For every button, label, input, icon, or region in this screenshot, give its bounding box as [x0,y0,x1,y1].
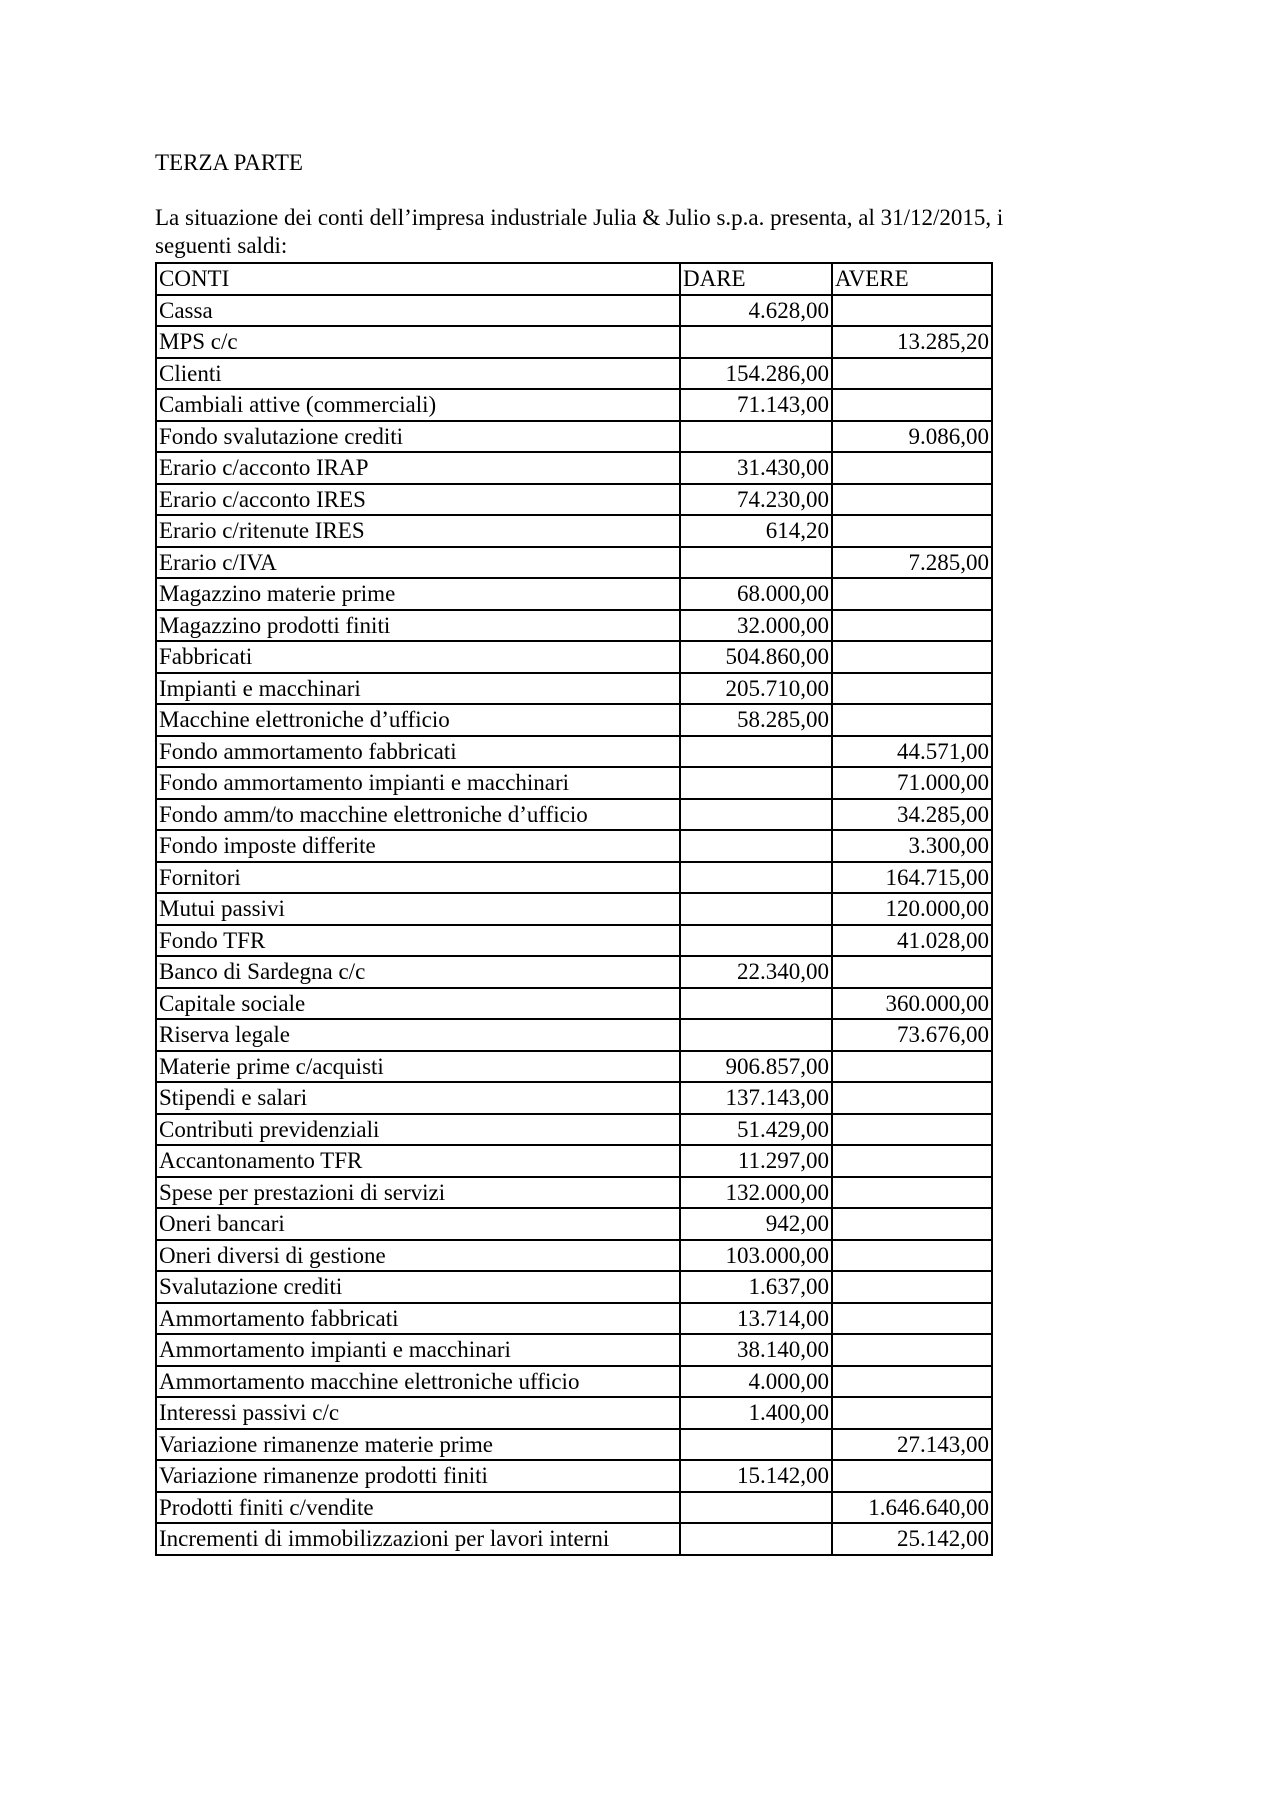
account-name-cell: Magazzino materie prime [156,578,680,610]
account-name-cell: Fondo ammortamento impianti e macchinari [156,767,680,799]
dare-amount-cell: 71.143,00 [680,389,832,421]
intro-line-1: La situazione dei conti dell’impresa industriale Julia & Julio s.p.a. presenta, al 31/12/2015, i [155,205,1004,230]
table-row [156,767,992,799]
account-name-cell: Fondo ammortamento fabbricati [156,736,680,768]
table-row [156,641,992,673]
account-name-cell: Cambiali attive (commerciali) [156,389,680,421]
account-name-cell: MPS c/c [156,326,680,358]
avere-amount-cell: 9.086,00 [832,421,992,453]
table-row [156,389,992,421]
avere-amount-cell [832,610,992,642]
avere-amount-cell: 34.285,00 [832,799,992,831]
dare-amount-cell [680,893,832,925]
dare-amount-cell: 4.628,00 [680,295,832,327]
table-body [156,295,992,1555]
dare-amount-cell: 13.714,00 [680,1303,832,1335]
dare-amount-cell [680,1019,832,1051]
table-row [156,1460,992,1492]
dare-amount-cell [680,421,832,453]
avere-amount-cell: 44.571,00 [832,736,992,768]
account-name-cell: Cassa [156,295,680,327]
table-row [156,1366,992,1398]
dare-amount-cell: 51.429,00 [680,1114,832,1146]
dare-amount-cell [680,925,832,957]
table-row [156,1177,992,1209]
table-row [156,358,992,390]
account-name-cell: Variazione rimanenze materie prime [156,1429,680,1461]
document-page [155,148,1135,1556]
avere-amount-cell: 164.715,00 [832,862,992,894]
dare-amount-cell [680,1523,832,1555]
dare-amount-cell [680,862,832,894]
avere-amount-cell [832,484,992,516]
dare-amount-cell: 22.340,00 [680,956,832,988]
dare-amount-cell: 1.400,00 [680,1397,832,1429]
column-header-dare: DARE [680,263,832,295]
table-row [156,547,992,579]
table-row [156,1019,992,1051]
account-name-cell: Fornitori [156,862,680,894]
avere-amount-cell: 71.000,00 [832,767,992,799]
account-name-cell: Erario c/IVA [156,547,680,579]
column-header-avere: AVERE [832,263,992,295]
account-name-cell: Ammortamento impianti e macchinari [156,1334,680,1366]
dare-amount-cell: 74.230,00 [680,484,832,516]
table-row [156,1208,992,1240]
dare-amount-cell [680,1492,832,1524]
avere-amount-cell [832,1051,992,1083]
account-name-cell: Spese per prestazioni di servizi [156,1177,680,1209]
avere-amount-cell [832,1334,992,1366]
account-name-cell: Incrementi di immobilizzazioni per lavori interni [156,1523,680,1555]
avere-amount-cell [832,1145,992,1177]
account-name-cell: Svalutazione crediti [156,1271,680,1303]
dare-amount-cell [680,830,832,862]
table-row [156,673,992,705]
avere-amount-cell [832,389,992,421]
account-name-cell: Fabbricati [156,641,680,673]
account-name-cell: Erario c/acconto IRES [156,484,680,516]
avere-amount-cell: 7.285,00 [832,547,992,579]
account-name-cell: Clienti [156,358,680,390]
dare-amount-cell: 614,20 [680,515,832,547]
account-name-cell: Stipendi e salari [156,1082,680,1114]
table-row [156,421,992,453]
table-row [156,956,992,988]
dare-amount-cell: 942,00 [680,1208,832,1240]
avere-amount-cell [832,956,992,988]
account-name-cell: Fondo amm/to macchine elettroniche d’ufficio [156,799,680,831]
avere-amount-cell: 360.000,00 [832,988,992,1020]
table-row [156,893,992,925]
dare-amount-cell [680,326,832,358]
account-name-cell: Fondo TFR [156,925,680,957]
table-row [156,799,992,831]
table-row [156,925,992,957]
dare-amount-cell: 103.000,00 [680,1240,832,1272]
table-row [156,862,992,894]
account-name-cell: Prodotti finiti c/vendite [156,1492,680,1524]
avere-amount-cell [832,452,992,484]
avere-amount-cell [832,1114,992,1146]
dare-amount-cell [680,767,832,799]
column-header-conti: CONTI [156,263,680,295]
table-row [156,1145,992,1177]
table-row [156,1271,992,1303]
account-name-cell: Fondo svalutazione crediti [156,421,680,453]
table-row [156,1240,992,1272]
avere-amount-cell: 25.142,00 [832,1523,992,1555]
dare-amount-cell: 11.297,00 [680,1145,832,1177]
dare-amount-cell: 154.286,00 [680,358,832,390]
table-row [156,830,992,862]
avere-amount-cell [832,358,992,390]
avere-amount-cell: 1.646.640,00 [832,1492,992,1524]
avere-amount-cell [832,1460,992,1492]
account-name-cell: Materie prime c/acquisti [156,1051,680,1083]
avere-amount-cell: 27.143,00 [832,1429,992,1461]
table-row [156,988,992,1020]
dare-amount-cell: 68.000,00 [680,578,832,610]
table-header-row [156,263,992,295]
avere-amount-cell [832,704,992,736]
avere-amount-cell [832,673,992,705]
avere-amount-cell: 41.028,00 [832,925,992,957]
avere-amount-cell [832,1366,992,1398]
avere-amount-cell [832,641,992,673]
account-name-cell: Erario c/ritenute IRES [156,515,680,547]
account-name-cell: Riserva legale [156,1019,680,1051]
dare-amount-cell: 32.000,00 [680,610,832,642]
avere-amount-cell [832,1303,992,1335]
dare-amount-cell: 1.637,00 [680,1271,832,1303]
table-row [156,452,992,484]
intro-line-2: seguenti saldi: [155,233,288,258]
account-name-cell: Impianti e macchinari [156,673,680,705]
account-name-cell: Banco di Sardegna c/c [156,956,680,988]
avere-amount-cell [832,1208,992,1240]
table-row [156,578,992,610]
dare-amount-cell: 906.857,00 [680,1051,832,1083]
dare-amount-cell: 504.860,00 [680,641,832,673]
section-heading: TERZA PARTE [155,150,303,175]
table-row [156,1082,992,1114]
dare-amount-cell [680,988,832,1020]
account-name-cell: Oneri diversi di gestione [156,1240,680,1272]
avere-amount-cell [832,1271,992,1303]
account-name-cell: Erario c/acconto IRAP [156,452,680,484]
dare-amount-cell: 31.430,00 [680,452,832,484]
accounts-table [155,262,993,1556]
dare-amount-cell [680,547,832,579]
dare-amount-cell: 58.285,00 [680,704,832,736]
avere-amount-cell [832,295,992,327]
dare-amount-cell: 137.143,00 [680,1082,832,1114]
avere-amount-cell [832,1240,992,1272]
table-row [156,1334,992,1366]
dare-amount-cell: 205.710,00 [680,673,832,705]
table-row [156,736,992,768]
dare-amount-cell: 4.000,00 [680,1366,832,1398]
account-name-cell: Contributi previdenziali [156,1114,680,1146]
account-name-cell: Oneri bancari [156,1208,680,1240]
account-name-cell: Capitale sociale [156,988,680,1020]
table-row [156,1492,992,1524]
table-row [156,484,992,516]
table-row [156,704,992,736]
table-row [156,1114,992,1146]
avere-amount-cell [832,1082,992,1114]
table-row [156,326,992,358]
avere-amount-cell: 120.000,00 [832,893,992,925]
dare-amount-cell [680,1429,832,1461]
account-name-cell: Interessi passivi c/c [156,1397,680,1429]
dare-amount-cell [680,736,832,768]
account-name-cell: Accantonamento TFR [156,1145,680,1177]
account-name-cell: Mutui passivi [156,893,680,925]
avere-amount-cell [832,1397,992,1429]
avere-amount-cell: 73.676,00 [832,1019,992,1051]
avere-amount-cell: 3.300,00 [832,830,992,862]
account-name-cell: Ammortamento macchine elettroniche ufficio [156,1366,680,1398]
account-name-cell: Fondo imposte differite [156,830,680,862]
dare-amount-cell: 15.142,00 [680,1460,832,1492]
dare-amount-cell: 132.000,00 [680,1177,832,1209]
table-row [156,1429,992,1461]
account-name-cell: Variazione rimanenze prodotti finiti [156,1460,680,1492]
avere-amount-cell [832,515,992,547]
intro-paragraph [155,204,1135,260]
avere-amount-cell [832,578,992,610]
table-row [156,1303,992,1335]
dare-amount-cell: 38.140,00 [680,1334,832,1366]
table-row [156,1523,992,1555]
table-row [156,1051,992,1083]
table-row [156,295,992,327]
avere-amount-cell [832,1177,992,1209]
table-row [156,515,992,547]
account-name-cell: Macchine elettroniche d’ufficio [156,704,680,736]
avere-amount-cell: 13.285,20 [832,326,992,358]
account-name-cell: Ammortamento fabbricati [156,1303,680,1335]
table-row [156,1397,992,1429]
table-row [156,610,992,642]
account-name-cell: Magazzino prodotti finiti [156,610,680,642]
dare-amount-cell [680,799,832,831]
